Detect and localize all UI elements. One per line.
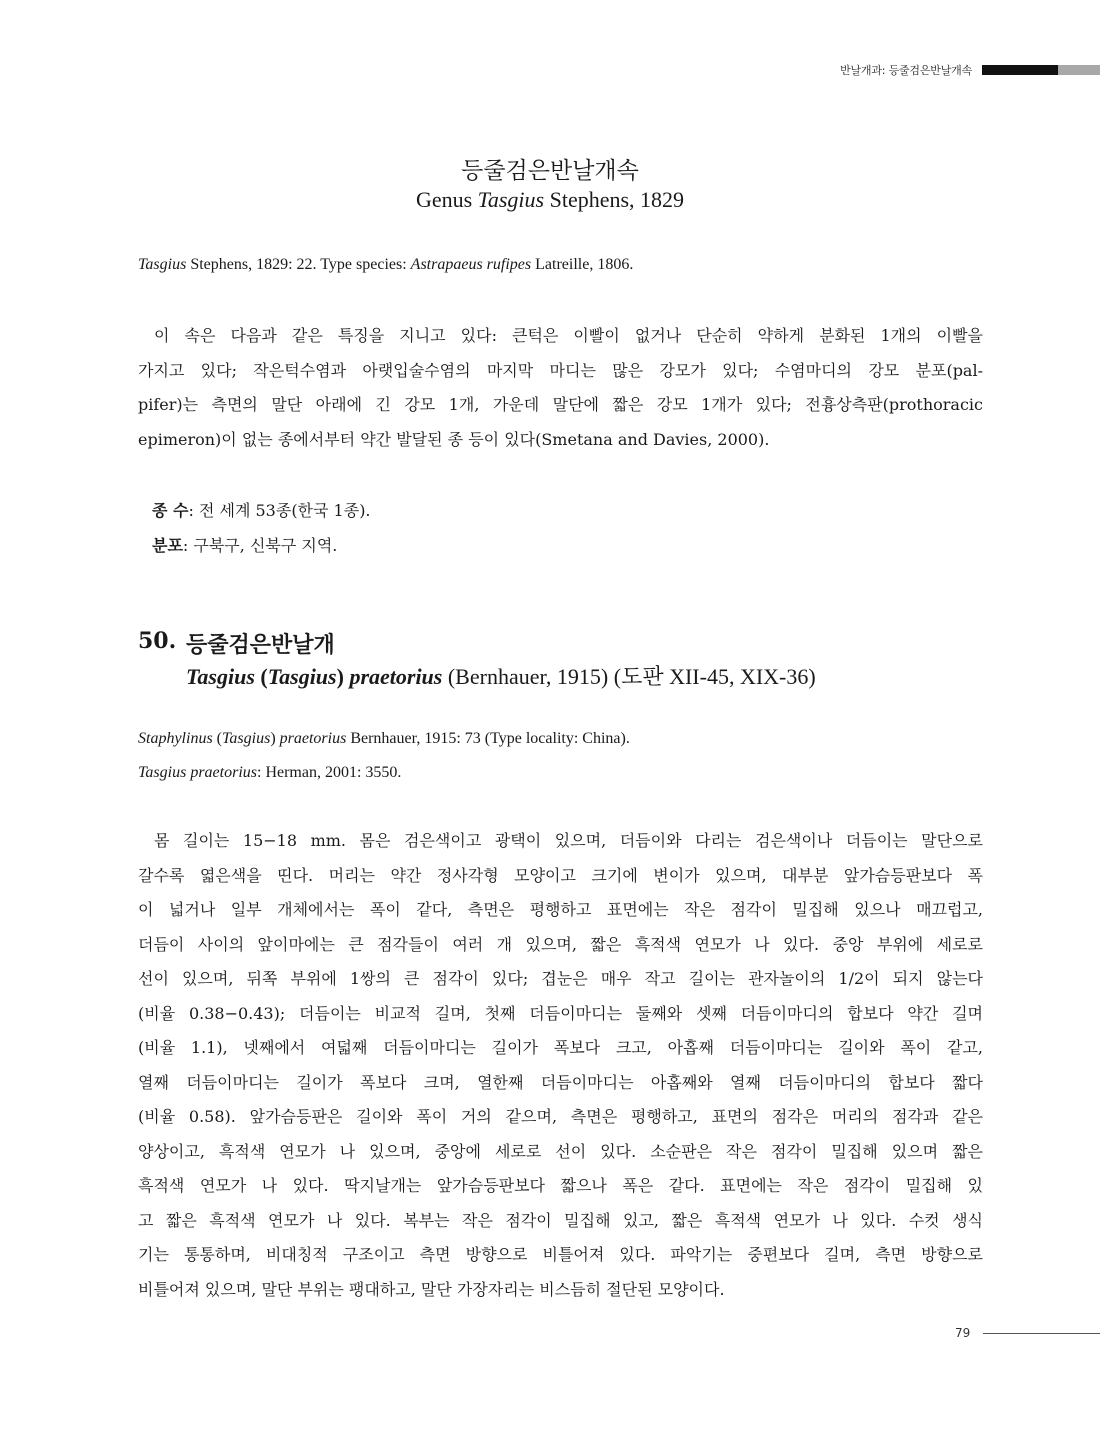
- species-desc-line: 선이 있으며, 뒤쪽 부위에 1쌍의 큰 점각이 있다; 겹눈은 매우 작고 길이는 관자놀이의 1/2이 되지 않는다: [138, 969, 983, 988]
- syn1-open: (: [212, 730, 222, 747]
- species-desc-line: 비틀어져 있으며, 말단 부위는 팽대하고, 말단 가장자리는 비스듬히 절단된 모양이다.: [138, 1279, 725, 1299]
- header-bar-dark: [982, 65, 1058, 75]
- running-header: [840, 63, 1100, 77]
- species-desc-line: 더듬이 사이의 앞이마에는 큰 점각들이 여러 개 있으며, 짧은 흑적색 연모가 나 있다. 중앙 부위에 세로로: [138, 934, 983, 954]
- species-desc-text: 몸 길이는 15−18 mm. 몸은 검은색이고 광택이 있으며, 더듬이와 다리는 검은색이나 더듬이는 말단으로: [154, 831, 983, 850]
- species-name-korean: 등줄검은반날개: [186, 632, 335, 658]
- genus-reference: [138, 256, 633, 274]
- genus-desc-line: [138, 319, 983, 354]
- syn1-rest: Bernhauer, 1915: 73 (Type locality: China).: [346, 730, 630, 747]
- genus-title-suffix: Stephens, 1829: [544, 187, 685, 212]
- species-desc-line: 기는 통통하며, 비대칭적 구조이고 측면 방향으로 비틀어져 있다. 파악기는 중편보다 길며, 측면 방향으로: [138, 1245, 983, 1264]
- ref-type-species: Astrapaeus rufipes: [410, 256, 532, 273]
- syn1-close: ): [270, 730, 276, 747]
- genus-title-genus: Tasgius: [477, 187, 545, 212]
- header-bar-gray: [1058, 65, 1100, 75]
- species-description: [138, 824, 983, 1307]
- genus-desc-line: 가지고 있다; 작은턱수염과 아랫입술수염의 마지막 마디는 많은 강모가 있다; 수염마디의 강모 분포(pal-: [138, 360, 983, 380]
- sci-epithet: praetorius: [343, 664, 443, 689]
- syn1-epithet: praetorius: [275, 730, 347, 747]
- page-number: 79: [955, 1326, 971, 1340]
- species-desc-line: 고 짧은 흑적색 연모가 나 있다. 복부는 작은 점각이 밀집해 있고, 짧은 흑적색 연모가 나 있다. 수컷 생식: [138, 1210, 983, 1230]
- species-desc-line: 갈수록 엷은색을 띤다. 머리는 약간 정사각형 모양이고 크기에 변이가 있으며, 대부분 앞가슴등판보다 폭: [138, 865, 983, 885]
- ref-genus: Tasgius: [138, 256, 187, 273]
- running-title: 반날개과: 등줄검은반날개속: [840, 64, 972, 77]
- sci-open: (: [254, 664, 268, 689]
- sci-author: (Bernhauer, 1915) (도판 XII-45, XIX-36): [442, 664, 816, 689]
- species-desc-line: (비율 0.58). 앞가슴등판은 길이와 폭이 거의 같으며, 측면은 평행하고, 표면의 점각은 머리의 점각과 같은: [138, 1107, 983, 1126]
- species-desc-line: 열째 더듬이마디는 길이가 폭보다 크며, 열한째 더듬이마디는 아홉째와 열째 더듬이마디의 합보다 짧다: [138, 1072, 983, 1092]
- sci-genus: Tasgius: [186, 664, 255, 689]
- sci-close: ): [336, 664, 344, 689]
- sci-subgenus: Tasgius: [267, 664, 337, 689]
- genus-title-latin: [0, 187, 1100, 213]
- syn2-rest: : Herman, 2001: 3550.: [257, 764, 402, 781]
- genus-desc-line: epimeron)이 없는 종에서부터 약간 발달된 종 등이 있다(Smetana and Davies, 2000).: [138, 429, 770, 449]
- distribution-label: 분포: [152, 536, 183, 555]
- species-count: [152, 498, 371, 521]
- genus-description: [138, 319, 983, 457]
- ref-text-1: Stephens, 1829: 22. Type species:: [186, 256, 411, 273]
- genus-desc-text: 이 속은 다음과 같은 특징을 지니고 있다: 큰턱은 이빨이 없거나 단순히 약하게 분화된 1개의 이빨을: [154, 326, 983, 345]
- genus-title-prefix: Genus: [415, 187, 478, 212]
- ref-text-2: Latreille, 1806.: [531, 256, 634, 273]
- species-desc-line: (비율 1.1), 넷째에서 여덟째 더듬이마디는 길이가 폭보다 크고, 아홉째 더듬이마디는 길이와 폭이 같고,: [138, 1038, 983, 1057]
- species-desc-line: (비율 0.38−0.43); 더듬이는 비교적 길며, 첫째 더듬이마디는 둘째와 셋째 더듬이마디의 합보다 약간 길며: [138, 1003, 983, 1023]
- species-number: 50.: [138, 628, 177, 654]
- footer-rule: [983, 1333, 1100, 1334]
- species-scientific-name: [186, 660, 816, 691]
- distribution-value: : 구북구, 신북구 지역.: [182, 536, 338, 555]
- species-count-label: 종 수: [152, 501, 189, 520]
- species-desc-line: 흑적색 연모가 나 있다. 딱지날개는 앞가슴등판보다 짧으나 폭은 같다. 표면에는 작은 점각이 밀집해 있: [138, 1176, 983, 1195]
- species-desc-line: [138, 824, 983, 859]
- distribution: [152, 533, 337, 556]
- species-count-value: : 전 세계 53종(한국 1종).: [188, 501, 371, 520]
- synonym-1: [138, 730, 630, 748]
- synonym-2: [138, 764, 401, 782]
- syn1-subgenus: Tasgius: [222, 730, 271, 747]
- syn2-name: Tasgius praetorius: [138, 764, 257, 781]
- genus-desc-line: pifer)는 측면의 말단 아래에 긴 강모 1개, 가운데 말단에 짧은 강모 1개가 있다; 전흉상측판(prothoracic: [138, 395, 983, 414]
- species-desc-line: 이 넓거나 일부 개체에서는 폭이 같다, 측면은 평행하고 표면에는 작은 점각이 밀집해 있으나 매끄럽고,: [138, 900, 983, 919]
- genus-title-korean: 등줄검은반날개속: [461, 158, 639, 184]
- species-desc-line: 양상이고, 흑적색 연모가 나 있으며, 중앙에 세로로 선이 있다. 소순판은 작은 점각이 밀집해 있으며 짧은: [138, 1141, 983, 1161]
- syn1-genus: Staphylinus: [138, 730, 213, 747]
